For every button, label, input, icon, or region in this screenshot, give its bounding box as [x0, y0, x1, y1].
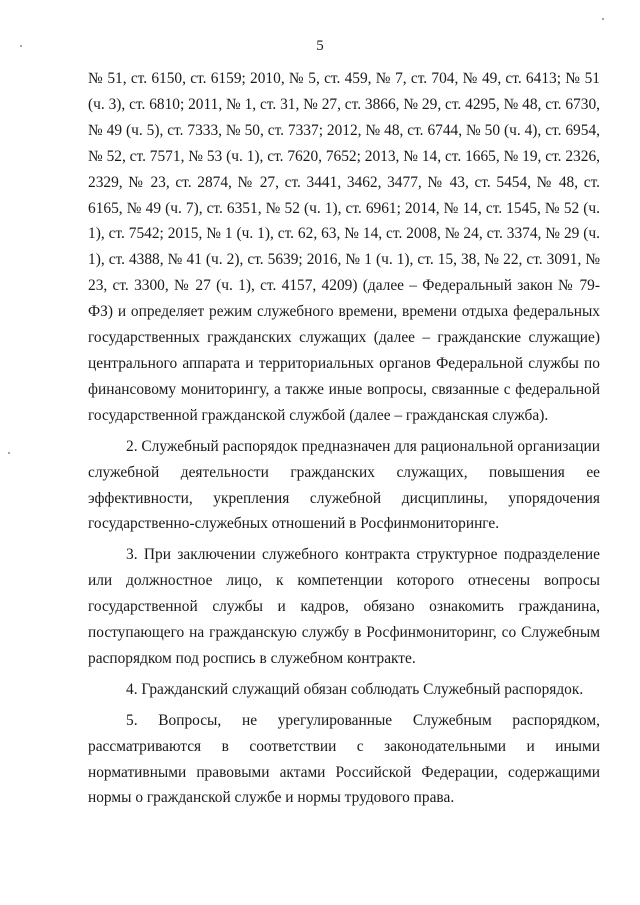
document-body — [88, 66, 600, 811]
paragraph-4: 4. Гражданский служащий обязан соблюдать Служебный распорядок. — [126, 680, 584, 698]
scan-artifact — [8, 452, 10, 454]
paragraph-5: 5. Вопросы, не урегулированные Служебным распорядком, рассматриваются в соответствии с законодательными и иными нормативными правовыми актами Российской Федерации, содержащими нормы о гражданской службе и нормы трудового права. — [88, 711, 600, 807]
paragraph-3: 3. При заключении служебного контракта структурное подразделение или должностное лицо, к компетенции которого отнесены вопросы государственной службы и кадров, обязано ознакомить гражданина, поступающего на гражданскую службу в Росфинмониторинг, со Служебным распорядком под роспись в служебном контракте. — [88, 546, 600, 667]
scan-artifact — [602, 18, 604, 20]
scan-artifact — [20, 45, 22, 47]
page-number: 5 — [316, 38, 324, 54]
paragraph-continued: № 51, ст. 6150, ст. 6159; 2010, № 5, ст. 459, № 7, ст. 704, № 49, ст. 6413; № 51 (ч. 3), ст. 6810; 2011, № 1, ст. 31, № 27, ст. 3866, № 29, ст. 4295, № 48, ст. 6730, № 49 (ч. 5), ст. 7333, № 50, ст. 7337; 2012, № 48, ст. 6744, № 50 (ч. 4), ст. 6954, № 52, ст. 7571, № 53 (ч. 1), ст. 7620, 7652; 2013, № 14, ст. 1665, № 19, ст. 2326, 2329, № 23, ст. 2874, № 27, ст. 3441, 3462, 3477, № 43, ст. 5454, № 48, ст. 6165, № 49 (ч. 7), ст. 6351, № 52 (ч. 1), ст. 6961; 2014, № 14, ст. 1545, № 52 (ч. 1), ст. 7542; 2015, № 1 (ч. 1), ст. 62, 63, № 14, ст. 2008, № 24, ст. 3374, № 29 (ч. 1), ст. 4388, № 41 (ч. 2), ст. 5639; 2016, № 1 (ч. 1), ст. 15, 38, № 22, ст. 3091, № 23, ст. 3300, № 27 (ч. 1), ст. 4157, 4209) (далее – Федеральный закон № 79-ФЗ) и определяет режим служебного времени, времени отдыха федеральных государственных гражданских служащих (далее – гражданские служащие) центрального аппарата и территориальных органов Федеральной службы по финансовому мониторингу, а также иные вопросы, связанные с федеральной государственной гражданской службой (далее – гражданская служба). — [88, 70, 600, 424]
paragraph-2: 2. Служебный распорядок предназначен для рациональной организации служебной деятельности гражданских служащих, повышения ее эффективности, укрепления служебной дисциплины, упорядочения государственно-служебных отношений в Росфинмониторинге. — [88, 437, 600, 533]
